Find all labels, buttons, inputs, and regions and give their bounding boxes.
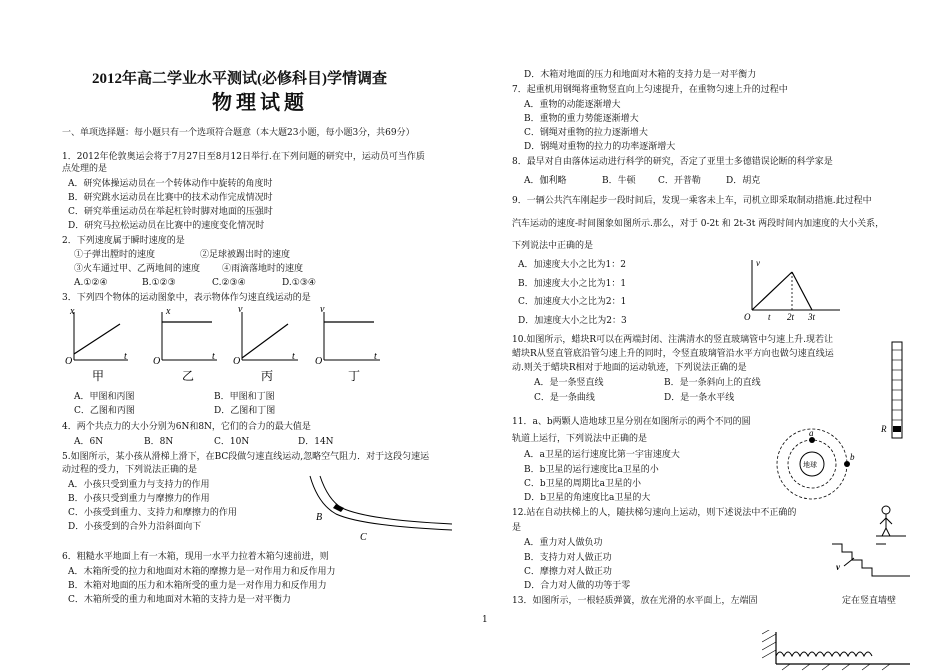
- page-number: 1: [482, 615, 488, 625]
- q6-option-b: B．木箱对地面的压力和木箱所受的重力是一对作用力和反作用力: [68, 581, 327, 591]
- q4-option-a: A．6N: [74, 437, 104, 447]
- q3-graph-ding: [315, 304, 380, 383]
- q10-label-r: R: [881, 424, 887, 434]
- q2-item-3: ③火车通过甲、乙两地间的速度: [74, 264, 201, 274]
- q12-stem-line1: 12.站在自动扶梯上的人，随扶梯匀速向上运动，则下述说法中不正确的: [512, 508, 797, 518]
- q11-option-a: A．a卫星的运行速度比第一宇宙速度大: [524, 450, 680, 460]
- q7-stem: 7．起重机用钢绳将重物竖直向上匀速提升，在重物匀速上升的过程中: [512, 85, 788, 95]
- q9-stem-line3: 下列说法中正确的是: [512, 241, 594, 251]
- q3-g3-caption: 丙: [261, 369, 274, 383]
- q5-option-a: A．小孩只受到重力与支持力的作用: [68, 480, 210, 490]
- q12-stem-line2: 是: [512, 523, 522, 533]
- q3-g3-y-axis-label: v: [238, 304, 243, 315]
- q10-stem-line1: 10.如图所示，蜡块R可以在两端封闭、注满清水的竖直玻璃管中匀速上升.现若让: [512, 335, 833, 345]
- q3-option-a: A．甲图和丙图: [74, 392, 135, 402]
- q4-option-d: D．14N: [298, 437, 334, 447]
- q9-stem-line1: 9．一辆公共汽车刚起步一段时间后，发现一乘客未上车，司机立即采取制动措施.此过程中: [512, 196, 872, 206]
- q10-option-a: A．是一条竖直线: [534, 378, 604, 388]
- q11-option-d: D．b卫星的角速度比a卫星的大: [524, 493, 651, 503]
- q9-tick-t: t: [768, 312, 771, 322]
- q2-item-1: ①子弹出膛时的速度: [74, 250, 156, 260]
- q1-option-b: B．研究跳水运动员在比赛中的技术动作完成情况时: [68, 193, 273, 203]
- q8-stem: 8．最早对自由落体运动进行科学的研究，否定了亚里士多德错误论断的科学家是: [512, 157, 833, 167]
- q3-graph-jia: [65, 306, 128, 383]
- q10-stem-line2: 蜡块R从竖直管底沿管匀速上升的同时，令竖直玻璃管沿水平方向也做匀速直线运: [512, 349, 834, 359]
- q2-item-4: ④雨滴落地时的速度: [222, 264, 304, 274]
- q9-v-axis-label: v: [756, 258, 760, 268]
- q12-option-a: A．重力对人做负功: [524, 538, 603, 548]
- q10-option-c: C．是一条曲线: [534, 393, 595, 403]
- q3-g3-x-axis-label: t: [292, 351, 295, 362]
- q3-g1-y-axis-label: x: [70, 306, 75, 317]
- q6-option-a: A．木箱所受的拉力和地面对木箱的摩擦力是一对作用力和反作用力: [68, 567, 336, 577]
- q9-option-c: C．加速度大小之比为2：1: [518, 297, 627, 307]
- q9-vt-graph: [740, 256, 850, 324]
- q3-g1-origin: O: [65, 356, 73, 367]
- q11-label-earth: 地球: [803, 461, 817, 469]
- q6-option-d: D．木箱对地面的压力和地面对木箱的支持力是一对平衡力: [524, 70, 757, 80]
- q11-option-b: B．b卫星的运行速度比a卫星的小: [524, 465, 659, 475]
- q10-stem-line3: 动.则关于蜡块R相对于地面的运动轨迹，下列说法正确的是: [512, 363, 747, 373]
- q9-tick-3t: 3t: [808, 312, 816, 322]
- q5-label-b: B: [316, 512, 323, 523]
- q9-origin: O: [744, 312, 751, 322]
- q9-option-d: D．加速度大小之比为2：3: [518, 316, 627, 326]
- q6-option-c: C．木箱所受的重力和地面对木箱的支持力是一对平衡力: [68, 595, 291, 605]
- q3-g1-caption: 甲: [92, 369, 105, 383]
- q3-g3-origin: O: [233, 356, 241, 367]
- q13-spring-figure: [762, 630, 912, 671]
- q4-option-c: C．10N: [214, 437, 250, 447]
- q3-g4-caption: 丁: [348, 369, 361, 383]
- q11-stem-line2: 轨道上运行，下列说法中正确的是: [512, 434, 648, 444]
- q5-label-c: C: [360, 532, 367, 543]
- section-instructions: 一、单项选择题：每小题只有一个选项符合题意（本大题23小题，每小题3分，共69分）: [62, 128, 415, 138]
- q4-stem: 4．两个共点力的大小分别为6N和8N，它们的合力的最大值是: [62, 422, 311, 432]
- q12-option-c: C．摩擦力对人做正功: [524, 567, 612, 577]
- q4-option-b: B．8N: [144, 437, 174, 447]
- q7-option-d: D．钢绳对重物的拉力的功率逐渐增大: [524, 142, 676, 152]
- q3-option-d: D．乙图和丁图: [214, 406, 276, 416]
- q11-label-a: a: [809, 428, 814, 438]
- q8-option-d: D．胡克: [726, 176, 761, 186]
- q2-option-b: B.①②③: [142, 278, 176, 288]
- q12-escalator-figure: [830, 500, 912, 584]
- q1-option-a: A．研究体操运动员在一个转体动作中旋转的角度时: [68, 179, 273, 189]
- q12-option-b: B．支持力对人做正功: [524, 553, 612, 563]
- q2-option-d: D.①③④: [282, 278, 316, 288]
- exam-title: 2012年高二学业水平测试(必修科目)学情调查: [92, 71, 387, 87]
- q9-option-a: A．加速度大小之比为1：2: [518, 260, 626, 270]
- q9-stem-line2: 汽车运动的速度-时间图象如图所示.那么，对于 0-2t 和 2t-3t 两段时间内加速度的大小关系，: [512, 219, 885, 229]
- q3-g1-x-axis-label: t: [124, 351, 127, 362]
- q8-option-b: B．牛顿: [602, 176, 636, 186]
- q6-stem: 6．粗糙水平地面上有一木箱，现用一水平力拉着木箱匀速前进，则: [62, 552, 329, 562]
- q2-option-a: A.①②④: [74, 278, 108, 288]
- q3-g4-x-axis-label: t: [374, 351, 377, 362]
- q8-option-a: A．伽利略: [524, 176, 567, 186]
- q7-option-c: C．钢绳对重物的拉力逐渐增大: [524, 128, 648, 138]
- q13-stem-tail: 定在竖直墙壁: [842, 596, 897, 606]
- q3-g4-origin: O: [315, 356, 323, 367]
- q5-option-b: B．小孩只受到重力与摩擦力的作用: [68, 494, 210, 504]
- q3-g2-origin: O: [153, 356, 161, 367]
- q10-tube-figure: [878, 340, 908, 442]
- q12-option-d: D．合力对人做的功等于零: [524, 581, 631, 591]
- q3-option-b: B．甲图和丁图: [214, 392, 275, 402]
- q2-stem: 2．下列速度属于瞬时速度的是: [62, 236, 185, 246]
- q7-option-a: A．重物的动能逐渐增大: [524, 100, 621, 110]
- q3-g2-y-axis-label: x: [166, 306, 171, 317]
- q3-graph-bing: [233, 304, 298, 383]
- q13-stem: 13．如图所示，一根轻质弹簧，放在光滑的水平面上，左端固: [512, 596, 758, 606]
- q3-g4-y-axis-label: v: [320, 304, 325, 315]
- q2-option-c: C.②③④: [212, 278, 246, 288]
- q5-slide-figure: [302, 474, 462, 548]
- q5-option-c: C．小孩受到重力、支持力和摩擦力的作用: [68, 508, 237, 518]
- q3-graphs: [62, 302, 457, 390]
- q3-g2-x-axis-label: t: [212, 351, 215, 362]
- q3-option-c: C．乙图和丙图: [74, 406, 135, 416]
- q11-label-b: b: [850, 452, 855, 462]
- q5-option-d: D．小孩受到的合外力沿斜面向下: [68, 522, 202, 532]
- q12-label-v: v: [836, 562, 840, 572]
- q10-option-b: B．是一条斜向上的直线: [664, 378, 761, 388]
- q7-option-b: B．重物的重力势能逐渐增大: [524, 114, 639, 124]
- q10-option-d: D．是一条水平线: [664, 393, 735, 403]
- q5-stem-line1: 5.如图所示，某小孩从滑梯上滑下，在BC段做匀速直线运动,忽略空气阻力．对于这段匀速运: [62, 452, 430, 462]
- q2-item-2: ②足球被踢出时的速度: [200, 250, 291, 260]
- q9-tick-2t: 2t: [787, 312, 795, 322]
- q3-graph-yi: [153, 306, 217, 383]
- q11-stem-line1: 11．a、b两颗人造地球卫星分别在如图所示的两个不同的圆: [512, 417, 751, 427]
- q11-orbit-figure: [768, 424, 858, 504]
- q8-option-c: C．开普勒: [658, 176, 701, 186]
- q1-option-c: C．研究举重运动员在举起杠铃时脚对地面的压强时: [68, 207, 273, 217]
- q3-stem: 3．下列四个物体的运动图象中，表示物体作匀速直线运动的是: [62, 293, 311, 303]
- subject-title: 物理试题: [212, 90, 308, 114]
- q3-g2-caption: 乙: [182, 369, 195, 383]
- q1-option-d: D．研究马拉松运动员在比赛中的速度变化情况时: [68, 221, 265, 231]
- q1-stem-line2: 点处理的是: [62, 164, 108, 174]
- q1-stem-line1: 1．2012年伦敦奥运会将于7月27日至8月12日举行.在下列问题的研究中，运动员可当作质: [62, 152, 425, 162]
- q9-option-b: B．加速度大小之比为1：1: [518, 279, 627, 289]
- q11-option-c: C．b卫星的周期比a卫星的小: [524, 479, 642, 489]
- q5-stem-line2: 动过程的受力，下列说法正确的是: [62, 465, 198, 475]
